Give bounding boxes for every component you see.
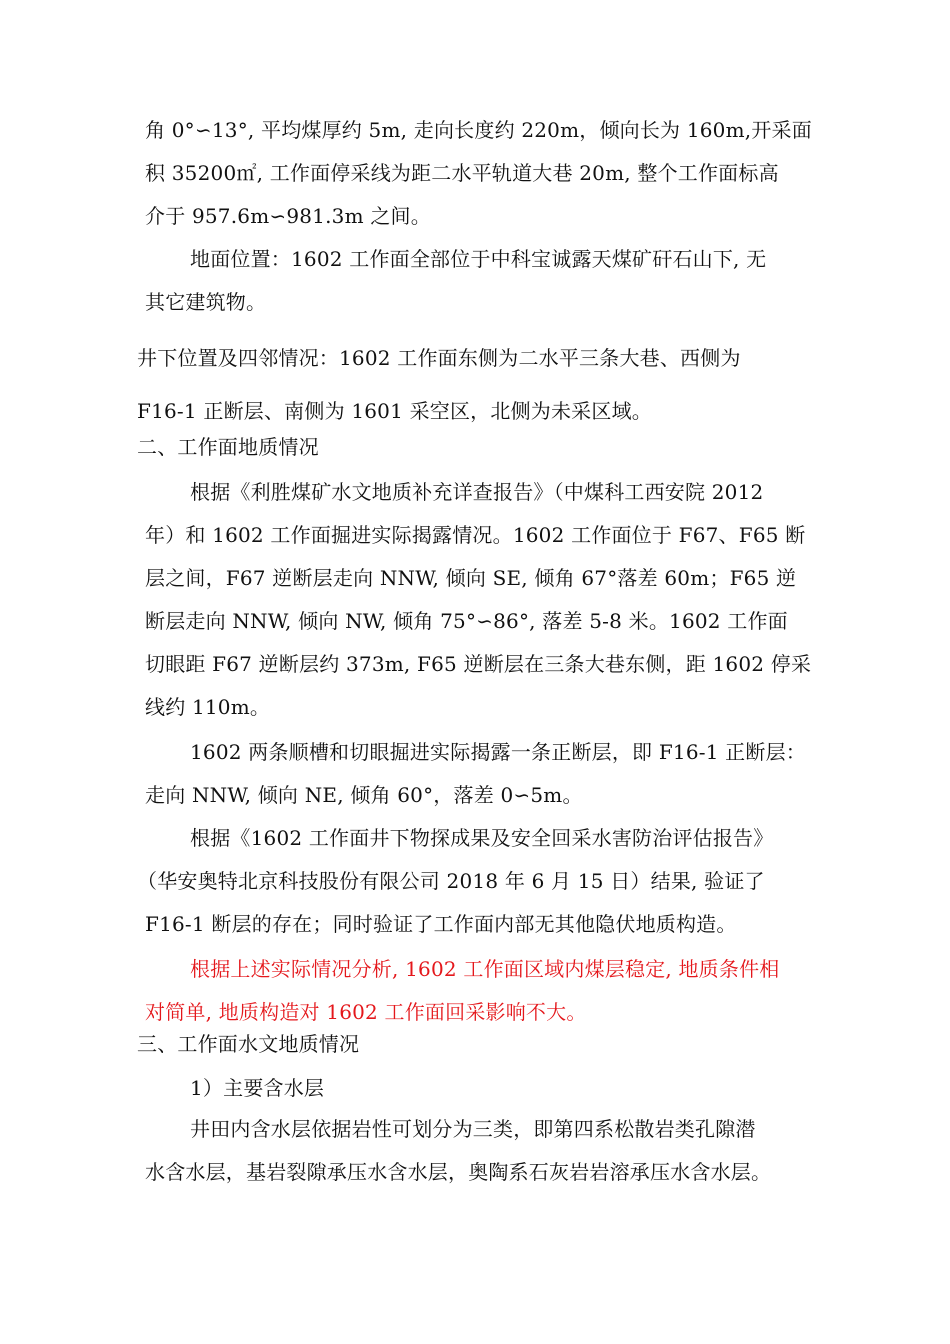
para4-line-2: 年）和 1602 工作面掘进实际揭露情况。1602 工作面位于 F67、F65 断: [145, 523, 806, 547]
para1-line-1: 角 0°∽13°, 平均煤厚约 5m, 走向长度约 220m，倾向长为 160m,开采面: [145, 118, 812, 142]
para4-line-3: 层之间，F67 逆断层走向 NNW, 倾向 SE, 倾角 67°落差 60m；F65 逆: [145, 566, 797, 590]
section-heading-geology: 二、工作面地质情况: [137, 435, 319, 459]
para3-line-2: F16-1 正断层、南侧为 1601 采空区，北侧为未采区域。: [137, 399, 652, 423]
para3-line-1: 井下位置及四邻情况：1602 工作面东侧为二水平三条大巷、西侧为: [137, 346, 741, 370]
subheading-aquifer: 1）主要含水层: [190, 1076, 325, 1100]
para4-line-5: 切眼距 F67 逆断层约 373m, F65 逆断层在三条大巷东侧，距 1602 停采: [145, 652, 812, 676]
para4-line-4: 断层走向 NNW, 倾向 NW, 倾角 75°∽86°, 落差 5-8 米。1602 工作面: [145, 609, 788, 633]
para6-line-2: （华安奥特北京科技股份有限公司 2018 年 6 月 15 日）结果, 验证了: [137, 869, 765, 893]
para1-line-2: 积 35200㎡, 工作面停采线为距二水平轨道大巷 20m, 整个工作面标高: [145, 161, 779, 185]
section-heading-hydrogeology: 三、工作面水文地质情况: [137, 1032, 360, 1056]
para5-line-1: 1602 两条顺槽和切眼掘进实际揭露一条正断层，即 F16-1 正断层：: [190, 740, 806, 764]
para2-line-2: 其它建筑物。: [145, 290, 267, 314]
para4-line-1: 根据《利胜煤矿水文地质补充详查报告》（中煤科工西安院 2012: [190, 480, 764, 504]
para6-line-1: 根据《1602 工作面井下物探成果及安全回采水害防治评估报告》: [190, 826, 774, 850]
conclusion-line-2: 对简单, 地质构造对 1602 工作面回采影响不大。: [145, 1000, 587, 1024]
para1-line-3: 介于 957.6m∽981.3m 之间。: [145, 204, 431, 228]
para5-line-2: 走向 NNW, 倾向 NE, 倾角 60°，落差 0∽5m。: [145, 783, 583, 807]
para2-line-1: 地面位置：1602 工作面全部位于中科宝诚露天煤矿矸石山下, 无: [190, 247, 767, 271]
conclusion-line-1: 根据上述实际情况分析, 1602 工作面区域内煤层稳定, 地质条件相: [190, 957, 780, 981]
para6-line-3: F16-1 断层的存在；同时验证了工作面内部无其他隐伏地质构造。: [145, 912, 737, 936]
para8-line-2: 水含水层，基岩裂隙承压水含水层，奥陶系石灰岩岩溶承压水含水层。: [145, 1160, 772, 1184]
para4-line-6: 线约 110m。: [145, 695, 271, 719]
para8-line-1: 井田内含水层依据岩性可划分为三类，即第四系松散岩类孔隙潜: [190, 1117, 756, 1141]
